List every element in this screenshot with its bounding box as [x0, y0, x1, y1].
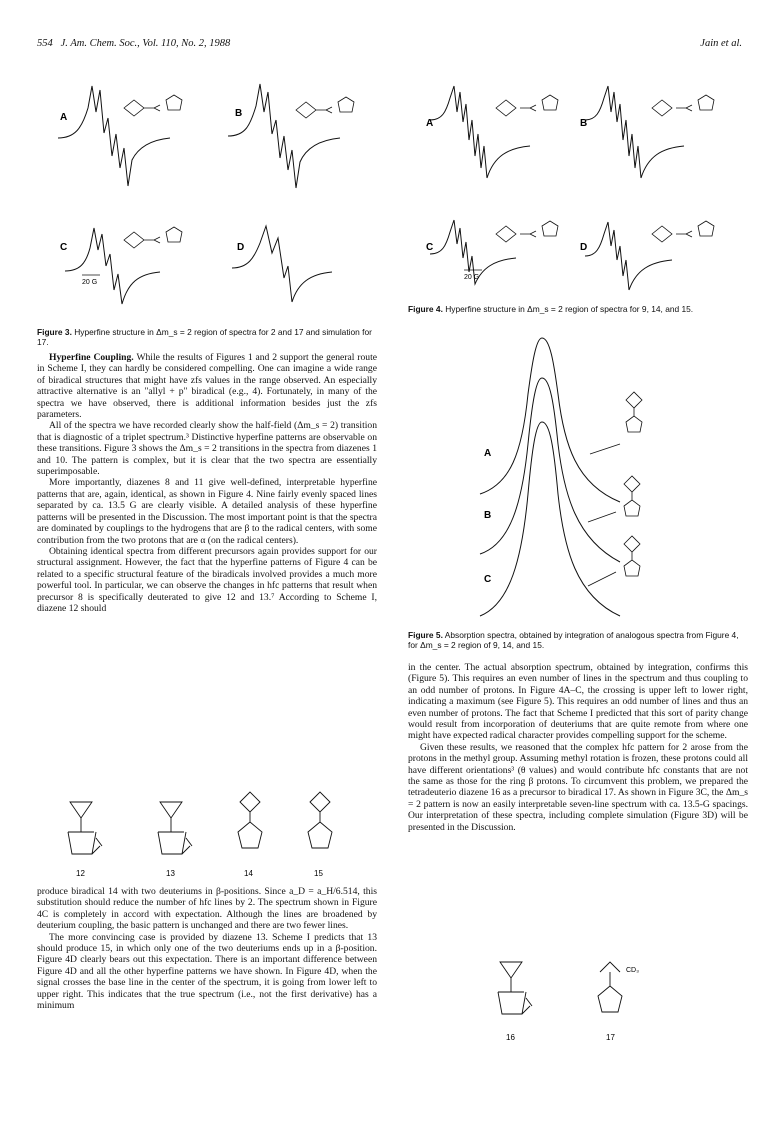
left-column-lower [37, 886, 377, 1011]
paragraph-3: More importantly, diazenes 8 and 11 give well-defined, interpretable hyperfine patterns that are, again, identical, as shown in Figure 4. Nine fairly evenly spaced lines separated by ca. 13.5 G are clearly visible. A detailed analysis of these hyperfine patterns will be presented in the Discussion. The most important point is that the spectra are dominated by couplings to the hydrogens that are β to the radical centers, with some contribution from the two protons that are α (on the radical centers). [37, 477, 377, 546]
figure-4-caption-label: Figure 4. [408, 304, 443, 314]
paragraph-5: produce biradical 14 with two deuteriums in β-positions. Since a_D = a_H/6.514, this substitution should reduce the number of hfc lines by 2. The spectrum shown in Figure 4C is completely in accord with expectation. Although the lines are broadened by deuterium coupling, the basic pattern is unchanged and there are two fewer lines. [37, 886, 377, 932]
spectrum-4d [585, 222, 672, 290]
journal-citation: J. Am. Chem. Soc., Vol. 110, No. 2, 1988 [60, 38, 231, 49]
panel-label-3a: A [60, 112, 68, 123]
scale-bar-label-4: 20 G [464, 274, 480, 281]
compound-label-14: 14 [244, 869, 253, 878]
right-paragraph-1: in the center. The actual absorption spectrum, obtained by integration, confirms this (Figure 5). This requires an even number of lines in the spectrum and thus coupling to an odd number of protons. In Figure 4A–C, the crossing is upper left to lower right, indicating a maximum (see Figure 5). This requires an odd number of lines and thus an even number of protons. The fact that Scheme I predicted that this sort of parity change would result from incorporation of deuteriums that are quite remote from where one might have expected radical character provides compelling support for the scheme. [408, 662, 748, 742]
structure-17 [598, 962, 622, 1012]
panel-label-4c: C [426, 242, 434, 253]
figure-3-caption-label: Figure 3. [37, 327, 72, 337]
mini-structure-4a [496, 95, 558, 116]
absorption-curve-5b [480, 378, 620, 562]
compound-label-15: 15 [314, 869, 323, 878]
mini-structure-3a [124, 95, 182, 116]
structure-5b [624, 476, 640, 516]
panel-label-3c: C [60, 242, 68, 253]
author-header: Jain et al. [700, 38, 742, 49]
cd3-label: CD₃ [626, 967, 639, 974]
figure-3 [40, 78, 380, 326]
scale-bar-label-3: 20 G [82, 279, 98, 286]
paragraph-6: The more convincing case is provided by diazene 13. Scheme I predicts that 13 should produce 15, in which only one of the two deuteriums ends up in a β-position. Figure 4D clearly bears out this expectation. There is an important difference between Figure 4D and all the other hyperfine patterns we have shown. In Figure 4D, when the signal crosses the base line in the center of the spectrum, it is going from lower left to upper right. This indicates that the true spectrum (i.e., not the first derivative) has a minimum [37, 931, 377, 1012]
figure-4 [420, 82, 750, 302]
mini-structure-4d [652, 221, 714, 242]
spectrum-4b [585, 86, 684, 178]
paragraph-1: While the results of Figures 1 and 2 support the general route in Scheme I, they can hardly be considered compelling. One can imagine a wide range of biradical structures that might have zfs values in the range observed. An especially attractive alternative is an "allyl + p" biradical (e.g., 4). Fortunately, in many of the spectra we have observed, there is additional information besides just the zfs parameters. [37, 352, 377, 421]
mini-structure-3b [296, 97, 354, 118]
panel-label-5c: C [484, 574, 492, 585]
spectrum-4a [430, 86, 530, 178]
right-column [408, 662, 748, 833]
figure-5-caption-text: Absorption spectra, obtained by integration of analogous spectra from Figure 4, for Δm_s = 2 region of 9, 14, and 15. [408, 630, 739, 650]
compound-label-17: 17 [606, 1033, 615, 1042]
spectrum-3a [58, 86, 170, 186]
mini-structure-4c [496, 221, 558, 242]
figure-3-caption [37, 327, 377, 347]
figure-4-caption [408, 304, 748, 314]
structure-13 [158, 802, 192, 854]
compound-label-16: 16 [506, 1033, 515, 1042]
spectrum-3d [232, 226, 332, 302]
figure-4-caption-text: Hyperfine structure in Δm_s = 2 region of spectra for 9, 14, and 15. [445, 304, 694, 314]
structures-16-17 [470, 950, 690, 1046]
compound-label-12: 12 [76, 869, 85, 878]
structure-16 [498, 962, 532, 1014]
compound-label-13: 13 [166, 869, 175, 878]
paragraph-2: All of the spectra we have recorded clearly show the half-field (Δm_s = 2) transition that is diagnostic of a triplet spectrum.³ Distinctive hyperfine patterns are observable on these transitions. Figure 3 shows the Δm_s = 2 transitions in the spectra from diazenes 1 and 10. The pattern is complex, but it is clear that the two spectra are essentially superimposable. [37, 420, 377, 478]
panel-label-3b: B [235, 108, 243, 119]
structure-14 [238, 792, 262, 848]
figure-5-caption-label: Figure 5. [408, 630, 443, 640]
structure-5a [626, 392, 642, 432]
spectrum-3b [228, 84, 340, 188]
spectrum-3c [65, 228, 160, 304]
panel-label-4b: B [580, 118, 588, 129]
panel-label-4d: D [580, 242, 588, 253]
figure-3-caption-text: Hyperfine structure in Δm_s = 2 region of spectra for 2 and 17 and simulation for 17. [37, 327, 372, 347]
mini-structure-4b [652, 95, 714, 116]
page-number: 554 [37, 38, 53, 49]
structure-5c [624, 536, 640, 576]
mini-structure-3c [124, 227, 182, 248]
panel-label-5b: B [484, 510, 492, 521]
running-header [37, 38, 230, 49]
panel-label-5a: A [484, 448, 492, 459]
left-column-upper [37, 352, 377, 614]
panel-label-4a: A [426, 118, 434, 129]
section-title: Hyperfine Coupling. [49, 352, 134, 363]
structure-15 [308, 790, 332, 848]
structure-12 [68, 802, 102, 854]
absorption-curve-5a [480, 338, 620, 502]
right-paragraph-2: Given these results, we reasoned that the complex hfc pattern for 2 arose from the protons in the methyl group. Assuming methyl rotation is frozen, these protons could all have different orientations³ (θ values) and would contribute hfc constants that are not the same as those for the ring β protons. To circumvent this problem, we prepared the tetradeuterio diazene 16 as a precursor to biradical 17. As shown in Figure 3C, the Δm_s = 2 pattern is now an easily interpretable seven-line spectrum with ca. 13.5-G spacings. Our interpretation of these spectra, including complete simulation (Figure 3D) will be presented in the Discussion. [408, 741, 748, 833]
structures-12-15 [40, 790, 380, 882]
figure-5 [470, 334, 690, 629]
paragraph-4: Obtaining identical spectra from different precursors again provides support for our structural assignment. However, the fact that the hyperfine patterns of Figure 4 can be related to a specific structural feature of the biradicals involved provides a much more powerful tool. In particular, we can observe the changes in hfc patterns that result when precursor 8 is specifically deuterated to give 12 and 13.⁷ According to Scheme I, diazene 12 should [37, 545, 377, 614]
figure-5-caption [408, 630, 748, 650]
panel-label-3d: D [237, 242, 245, 253]
